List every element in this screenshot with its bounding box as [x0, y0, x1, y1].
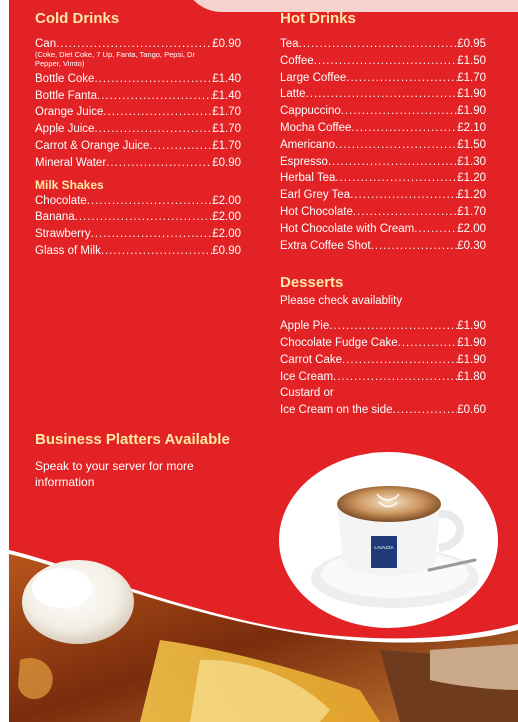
left-column — [35, 10, 241, 260]
menu-item: Extra Coffee Shot ..... £0.30 — [280, 238, 486, 255]
menu-item: Tea ..... £0.95 — [280, 36, 486, 53]
menu-item: Banana ..... £2.00 — [35, 209, 241, 226]
custard-line: Custard or — [280, 387, 334, 400]
menu-item: Ice Cream on the side ..... £0.60 — [280, 402, 486, 419]
menu-item: Hot Chocolate with Cream ..... £2.00 — [280, 221, 486, 238]
coffee-image — [279, 452, 498, 628]
coffee-cup-illustration — [279, 452, 498, 628]
menu-item: Mocha Coffee ..... £2.10 — [280, 120, 486, 137]
menu-item: Coffee ..... £1.50 — [280, 53, 486, 70]
menu-item: Earl Grey Tea ..... £1.20 — [280, 187, 486, 204]
menu-item: Chocolate Fudge Cake ..... £1.90 — [280, 335, 486, 352]
right-column — [280, 10, 486, 419]
menu-item: Apple Juice ..... £1.70 — [35, 121, 241, 138]
desserts-subtitle: Please check availablity — [280, 295, 403, 308]
menu-item: Glass of Milk ..... £0.90 — [35, 243, 241, 260]
menu-item: Can ..... £0.90 — [35, 36, 241, 53]
desserts-heading: Desserts — [280, 274, 344, 292]
milk-shakes-heading: Milk Shakes — [35, 177, 104, 192]
menu-item: Latte ..... £1.90 — [280, 86, 486, 103]
menu-item: Herbal Tea ..... £1.20 — [280, 170, 486, 187]
menu-item: Chocolate ..... £2.00 — [35, 193, 241, 210]
business-section — [35, 431, 275, 490]
menu-item: Hot Chocolate ..... £1.70 — [280, 204, 486, 221]
menu-item: Apple Pie ..... £1.90 — [280, 318, 486, 335]
menu-item: Mineral Water ..... £0.90 — [35, 155, 241, 172]
menu-item: Bottle Fanta ..... £1.40 — [35, 88, 241, 105]
menu-item: Cappuccino ..... £1.90 — [280, 103, 486, 120]
cup-brand-label: LAVAZZA — [374, 545, 394, 550]
business-text: Speak to your server for more information — [35, 459, 194, 489]
menu-item: Carrot & Orange Juice ..... £1.70 — [35, 138, 241, 155]
menu-item: Americano ..... £1.50 — [280, 137, 486, 154]
menu-item: Bottle Coke ..... £1.40 — [35, 71, 241, 88]
menu-item: Orange Juice ..... £1.70 — [35, 104, 241, 121]
menu-item: Strawberry ..... £2.00 — [35, 226, 241, 243]
menu-item: Carrot Cake ..... £1.90 — [280, 352, 486, 369]
business-heading: Business Platters Available — [35, 431, 230, 448]
cold-drinks-heading: Cold Drinks — [35, 10, 120, 27]
can-flavours-note: (Coke, Diet Coke, 7 Up, Fanta, Tango, Pepsi, Dr Pepper, Vimto) — [35, 49, 195, 69]
menu-item: Ice Cream ..... £1.80 — [280, 369, 486, 386]
menu-item: Large Coffee ..... £1.70 — [280, 70, 486, 87]
menu-item: Espresso ..... £1.30 — [280, 154, 486, 171]
hot-drinks-heading: Hot Drinks — [280, 10, 356, 27]
